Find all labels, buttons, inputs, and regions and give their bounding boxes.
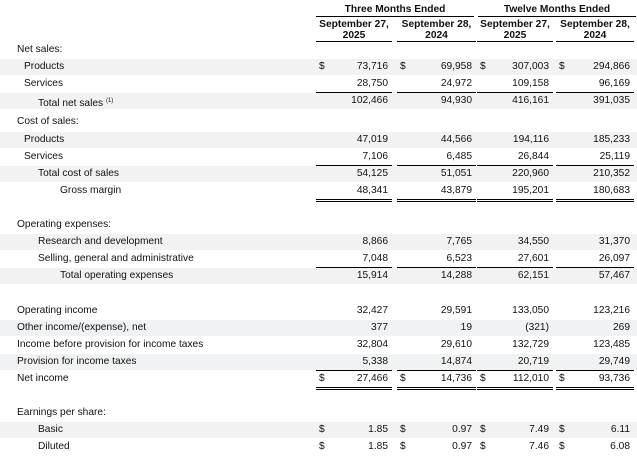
cell-value: 416,161 [512, 95, 549, 106]
currency-symbol: $ [319, 373, 325, 384]
cell-value: 27,466 [356, 373, 388, 384]
total-rule [556, 201, 634, 202]
currency-symbol: $ [400, 424, 406, 435]
cell-value: 1.85 [368, 424, 388, 435]
cell-value: 54,125 [356, 168, 388, 179]
cell-value: 109,158 [512, 78, 549, 89]
row-label [17, 406, 106, 420]
cell-value: 14,874 [440, 356, 472, 367]
cell-value: 96,169 [598, 78, 630, 89]
cell-value: 269 [613, 322, 630, 333]
column-header-year: 2025 [342, 30, 366, 41]
cell-value: 7.46 [529, 441, 549, 452]
cell-value: 43,879 [440, 185, 472, 196]
cell-value: 34,550 [517, 236, 549, 247]
total-rule [477, 201, 553, 202]
cell-value: 6,485 [446, 151, 472, 162]
row-label-text: Diluted [38, 441, 70, 452]
total-rule [556, 199, 634, 200]
cell-value: 185,233 [593, 134, 630, 145]
currency-symbol: $ [480, 373, 486, 384]
row-label-text: Services [24, 78, 64, 89]
cell-value: 27,601 [517, 253, 549, 264]
column-header-rule [556, 41, 634, 42]
row-label-text: Basic [38, 424, 63, 435]
column-header-year: 2025 [503, 30, 527, 41]
total-rule [477, 199, 553, 200]
currency-symbol: $ [559, 424, 565, 435]
total-rule [316, 199, 392, 200]
column-header-date: September 28, [560, 19, 630, 30]
row-label-text: Gross margin [60, 185, 122, 196]
row-label-text: Services [24, 151, 64, 162]
total-rule [316, 389, 392, 390]
row-label [17, 115, 79, 129]
row-label-text: Income before provision for income taxes [17, 339, 204, 350]
cell-value: 6.08 [610, 441, 630, 452]
row-label [17, 355, 136, 369]
currency-symbol: $ [400, 61, 406, 72]
row-label-text: Net sales: [17, 44, 63, 55]
row-label-text: Total net sales [38, 98, 104, 109]
column-header-year: 2024 [583, 30, 607, 41]
currency-symbol: $ [319, 61, 325, 72]
cell-value: 1.85 [368, 441, 388, 452]
currency-symbol: $ [480, 424, 486, 435]
cell-value: 73,716 [356, 61, 388, 72]
cell-value: 29,591 [440, 305, 472, 316]
column-header-rule [477, 41, 553, 42]
cell-value: 5,338 [362, 356, 388, 367]
header-twelve-months: Twelve Months Ended [503, 4, 611, 15]
column-header-date: September 27, [319, 19, 389, 30]
total-rule [397, 199, 476, 200]
cell-value: 194,116 [512, 134, 549, 145]
currency-symbol: $ [559, 373, 565, 384]
row-label [60, 269, 173, 283]
total-rule [316, 387, 392, 388]
row-label-text: Operating income [17, 305, 98, 316]
column-header-rule [397, 41, 476, 42]
row-label [24, 133, 64, 147]
column-header [397, 19, 477, 41]
row-label-text: Cost of sales: [17, 116, 79, 127]
currency-symbol: $ [559, 61, 565, 72]
row-label [38, 235, 163, 249]
total-rule [316, 201, 392, 202]
cell-value: 0.97 [452, 441, 472, 452]
cell-value: 6.11 [610, 424, 630, 435]
currency-symbol: $ [480, 61, 486, 72]
total-rule [397, 387, 476, 388]
cell-value: 377 [371, 322, 388, 333]
row-label [17, 304, 97, 318]
cell-value: 133,050 [512, 305, 549, 316]
cell-value: 14,736 [440, 373, 472, 384]
cell-value: 24,972 [440, 78, 472, 89]
total-rule [397, 201, 476, 202]
cell-value: 31,370 [598, 236, 630, 247]
row-label-text: Products [24, 61, 65, 72]
cell-value: 29,749 [598, 356, 630, 367]
row-label-text: Earnings per share: [17, 407, 106, 418]
row-label [24, 150, 63, 164]
column-header-date: September 27, [480, 19, 550, 30]
cell-value: 32,804 [356, 339, 388, 350]
cell-value: 7,048 [362, 253, 388, 264]
row-label-text: Products [24, 134, 65, 145]
cell-value: 132,729 [512, 339, 549, 350]
cell-value: 57,467 [598, 270, 630, 281]
row-label-text: Research and development [38, 236, 163, 247]
cell-value: 123,216 [593, 305, 630, 316]
row-label [17, 321, 146, 335]
column-header [555, 19, 635, 41]
subtotal-rule [477, 370, 553, 371]
cell-value: 210,352 [593, 168, 630, 179]
cell-value: 32,427 [356, 305, 388, 316]
column-header [475, 19, 555, 41]
header-three-months: Three Months Ended [344, 4, 446, 15]
subtotal-rule [316, 370, 392, 371]
currency-symbol: $ [319, 441, 325, 452]
cell-value: 195,201 [512, 185, 549, 196]
cell-value: 25,119 [599, 151, 630, 162]
row-label-text: Total cost of sales [38, 168, 119, 179]
cell-value: 20,719 [517, 356, 549, 367]
cell-value: 94,930 [440, 95, 472, 106]
row-label-text: Operating expenses: [17, 219, 112, 230]
subtotal-rule [556, 370, 634, 371]
row-label-text: Selling, general and administrative [38, 253, 194, 264]
row-label [24, 77, 63, 91]
cell-value: 47,019 [356, 134, 388, 145]
currency-symbol: $ [319, 424, 325, 435]
cell-value: 6,523 [446, 253, 472, 264]
cell-value: 62,151 [517, 270, 549, 281]
row-label-text: Total operating expenses [60, 270, 174, 281]
currency-symbol: $ [400, 441, 406, 452]
column-header-rule [316, 41, 392, 42]
cell-value: 8,866 [362, 236, 388, 247]
cell-value: 220,960 [512, 168, 549, 179]
cell-value: 0.97 [452, 424, 472, 435]
column-header [314, 19, 394, 41]
row-label-text: Provision for income taxes [17, 356, 137, 367]
cell-value: 69,958 [440, 61, 472, 72]
total-rule [397, 389, 476, 390]
cell-value: 7.49 [529, 424, 549, 435]
column-header-date: September 28, [401, 19, 472, 30]
row-label [17, 43, 62, 57]
currency-symbol: $ [559, 441, 565, 452]
cell-value: (321) [525, 322, 549, 333]
cell-value: 19 [460, 322, 472, 333]
currency-symbol: $ [400, 373, 406, 384]
row-label-text: Other income/(expense), net [17, 322, 147, 333]
header-rule [478, 16, 636, 17]
cell-value: 123,485 [593, 339, 630, 350]
cell-value: 29,610 [440, 339, 472, 350]
column-header-year: 2024 [425, 30, 448, 41]
cell-value: 51,051 [440, 168, 472, 179]
row-label [38, 423, 63, 437]
row-label [38, 440, 70, 454]
total-rule [477, 389, 553, 390]
cell-value: 15,914 [356, 270, 388, 281]
cell-value: 7,106 [362, 151, 388, 162]
cell-value: 7,765 [446, 236, 472, 247]
cell-value: 294,866 [593, 61, 630, 72]
cell-value: 102,466 [351, 95, 388, 106]
cell-value: 26,097 [598, 253, 630, 264]
row-label [60, 184, 121, 198]
cell-value: 28,750 [356, 78, 388, 89]
cell-value: 44,566 [440, 134, 472, 145]
row-label [38, 94, 113, 111]
cell-value: 307,003 [512, 61, 549, 72]
cell-value: 180,683 [593, 185, 630, 196]
row-label-text: Net income [17, 373, 69, 384]
total-rule [477, 387, 553, 388]
currency-symbol: $ [480, 441, 486, 452]
cell-value: 26,844 [517, 151, 549, 162]
row-label [17, 372, 69, 386]
row-label [38, 252, 194, 266]
header-rule [316, 16, 474, 17]
row-label [17, 218, 111, 232]
row-label [24, 60, 64, 74]
cell-value: 391,035 [593, 95, 630, 106]
total-rule [556, 387, 634, 388]
row-label [38, 167, 119, 181]
cell-value: 112,010 [512, 373, 549, 384]
footnote-marker: (1) [105, 98, 114, 104]
cell-value: 48,341 [356, 185, 388, 196]
total-rule [556, 389, 634, 390]
cell-value: 14,288 [440, 270, 472, 281]
row-label [17, 338, 203, 352]
cell-value: 93,736 [598, 373, 630, 384]
subtotal-rule [397, 370, 476, 371]
